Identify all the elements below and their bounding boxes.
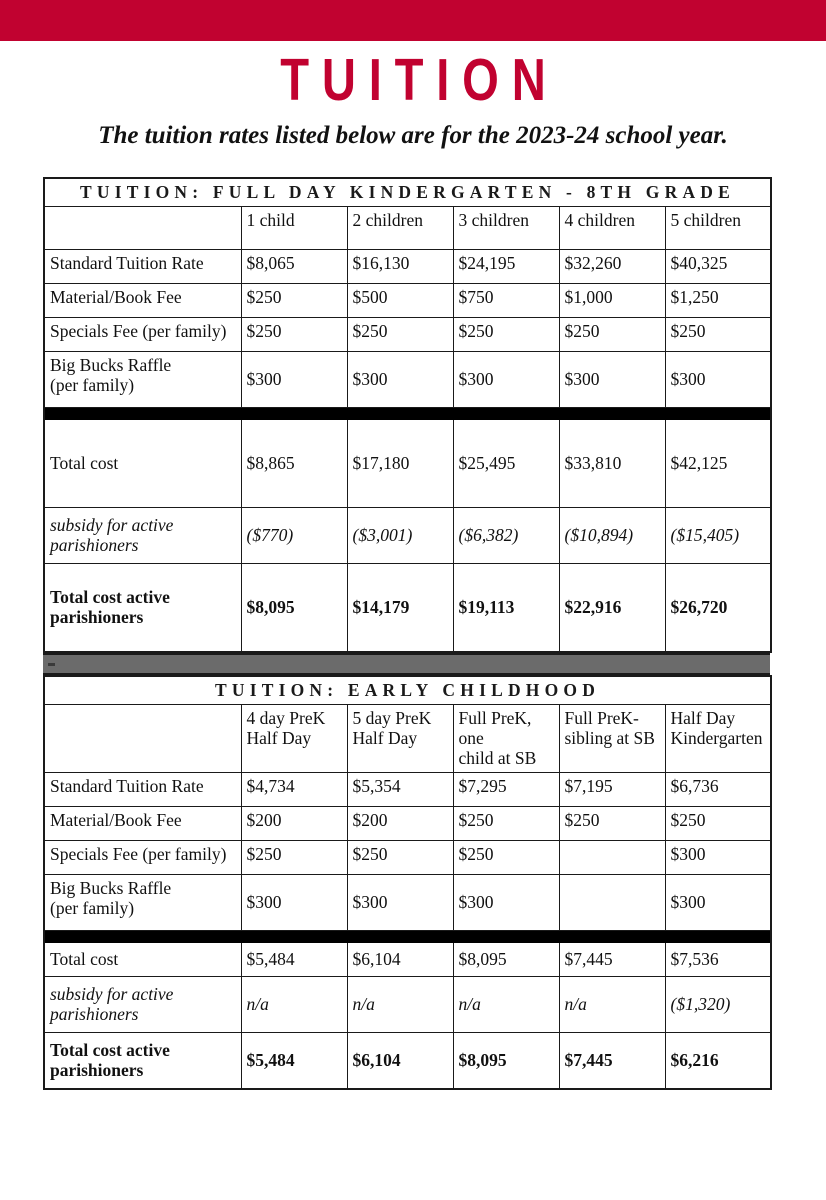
table-row <box>44 977 771 1033</box>
cell-value: $300 <box>241 352 347 408</box>
column-header-5-children: 5 children <box>665 207 771 250</box>
row-label-line2: (per family) <box>50 898 135 918</box>
cell-value: $500 <box>347 284 453 318</box>
cell-value-empty <box>559 841 665 875</box>
column-header-2-children: 2 children <box>347 207 453 250</box>
column-header-line1: 5 day PreK <box>352 708 432 728</box>
column-header-full-prek-sibling-at-sb <box>559 705 665 773</box>
cell-value: n/a <box>453 977 559 1033</box>
corner-cell <box>44 705 241 773</box>
cell-value: $300 <box>665 352 771 408</box>
cell-value: $300 <box>665 875 771 931</box>
cell-value: $19,113 <box>453 564 559 653</box>
cell-value: $250 <box>241 284 347 318</box>
cell-value: $25,495 <box>453 420 559 508</box>
table-row <box>44 352 771 408</box>
cell-value: ($770) <box>241 508 347 564</box>
column-header-line2: Kindergarten <box>670 728 763 748</box>
page-subtitle: The tuition rates listed below are for the 2023-24 school year. <box>98 120 728 149</box>
row-label-total-cost-active-parishioners <box>44 1033 241 1090</box>
cell-value: $250 <box>559 318 665 352</box>
page-title: TUITION <box>280 47 559 113</box>
cell-value: $6,104 <box>347 1033 453 1090</box>
table-row <box>44 773 771 807</box>
cell-value: $300 <box>453 352 559 408</box>
table-section-header-row <box>44 676 771 705</box>
cell-value: ($6,382) <box>453 508 559 564</box>
row-label-standard-tuition-rate: Standard Tuition Rate <box>44 250 241 284</box>
cell-value: n/a <box>241 977 347 1033</box>
cell-value: $7,295 <box>453 773 559 807</box>
cell-value: $7,195 <box>559 773 665 807</box>
cell-value: $17,180 <box>347 420 453 508</box>
row-label-line1: Total cost active <box>50 587 170 607</box>
cell-value: $6,104 <box>347 943 453 977</box>
cell-value: n/a <box>559 977 665 1033</box>
cell-value: ($15,405) <box>665 508 771 564</box>
cell-value: $22,916 <box>559 564 665 653</box>
cell-value: $7,445 <box>559 943 665 977</box>
row-label-line2: parishioners <box>50 535 139 555</box>
tuition-table-early-childhood <box>43 675 772 1090</box>
column-header-line1: Full PreK- <box>564 708 639 728</box>
row-label-total-cost: Total cost <box>44 420 241 508</box>
cell-value: $8,095 <box>453 943 559 977</box>
cell-value: $8,095 <box>241 564 347 653</box>
cell-value: ($10,894) <box>559 508 665 564</box>
cell-value: $26,720 <box>665 564 771 653</box>
column-header-line2: child at SB <box>458 748 537 768</box>
cell-value: $16,130 <box>347 250 453 284</box>
row-label-specials-fee: Specials Fee (per family) <box>44 318 241 352</box>
row-label-total-cost-active-parishioners <box>44 564 241 653</box>
section-title-early-childhood: TUITION: EARLY CHILDHOOD <box>44 676 771 705</box>
cell-value: $300 <box>241 875 347 931</box>
column-header-1-child: 1 child <box>241 207 347 250</box>
table-row <box>44 875 771 931</box>
table-row <box>44 807 771 841</box>
row-label-line1: Big Bucks Raffle <box>50 355 172 375</box>
tuition-sheet <box>43 177 770 1090</box>
table-row <box>44 1033 771 1090</box>
cell-value: $750 <box>453 284 559 318</box>
column-header-line1: 4 day PreK <box>246 708 326 728</box>
row-label-line2: parishioners <box>50 1004 139 1024</box>
cell-value: $40,325 <box>665 250 771 284</box>
cell-value: $4,734 <box>241 773 347 807</box>
row-label-standard-tuition-rate: Standard Tuition Rate <box>44 773 241 807</box>
cell-value: $250 <box>665 318 771 352</box>
row-label-line2: (per family) <box>50 375 135 395</box>
cell-value: $300 <box>665 841 771 875</box>
cell-value: $1,000 <box>559 284 665 318</box>
cell-value: $250 <box>559 807 665 841</box>
cell-value: n/a <box>347 977 453 1033</box>
column-header-line2: Half Day <box>352 728 418 748</box>
cell-value: $24,195 <box>453 250 559 284</box>
row-label-big-bucks-raffle <box>44 352 241 408</box>
row-label-subsidy-active-parishioners <box>44 977 241 1033</box>
column-header-line2: Half Day <box>246 728 312 748</box>
cell-value: $6,216 <box>665 1033 771 1090</box>
row-label-line1: subsidy for active <box>50 515 174 535</box>
column-header-4-day-prek-half-day <box>241 705 347 773</box>
cell-value: $8,865 <box>241 420 347 508</box>
cell-value: $250 <box>347 318 453 352</box>
cell-value: $250 <box>241 318 347 352</box>
black-divider <box>44 931 771 943</box>
cell-value: $300 <box>347 875 453 931</box>
row-label-line1: subsidy for active <box>50 984 174 1004</box>
cell-value: $42,125 <box>665 420 771 508</box>
cell-value: $7,536 <box>665 943 771 977</box>
section-title-full-day: TUITION: FULL DAY KINDERGARTEN - 8TH GRADE <box>44 178 771 207</box>
black-divider-row <box>44 931 771 943</box>
corner-cell <box>44 207 241 250</box>
row-label-big-bucks-raffle <box>44 875 241 931</box>
table-row <box>44 284 771 318</box>
cell-value: $200 <box>241 807 347 841</box>
table-column-header-row <box>44 207 771 250</box>
cell-value: $250 <box>665 807 771 841</box>
column-header-line2: sibling at SB <box>564 728 655 748</box>
row-label-line1: Total cost active <box>50 1040 170 1060</box>
column-header-half-day-kindergarten <box>665 705 771 773</box>
cell-value: $5,354 <box>347 773 453 807</box>
row-label-specials-fee: Specials Fee (per family) <box>44 841 241 875</box>
tuition-table-full-day <box>43 177 772 653</box>
row-label-line1: Big Bucks Raffle <box>50 878 172 898</box>
cell-value: $200 <box>347 807 453 841</box>
separator-tick-mark <box>48 663 55 666</box>
cell-value: $33,810 <box>559 420 665 508</box>
cell-value: $6,736 <box>665 773 771 807</box>
cell-value: $7,445 <box>559 1033 665 1090</box>
table-row <box>44 943 771 977</box>
cell-value: $5,484 <box>241 1033 347 1090</box>
cell-value: $250 <box>241 841 347 875</box>
cell-value: $300 <box>347 352 453 408</box>
row-label-material-book-fee: Material/Book Fee <box>44 807 241 841</box>
cell-value: $300 <box>559 352 665 408</box>
table-row <box>44 564 771 653</box>
column-header-3-children: 3 children <box>453 207 559 250</box>
cell-value: $250 <box>453 841 559 875</box>
grey-separator-band <box>43 653 770 675</box>
table-row <box>44 508 771 564</box>
column-header-5-day-prek-half-day <box>347 705 453 773</box>
table-row <box>44 250 771 284</box>
table-row <box>44 841 771 875</box>
cell-value: $32,260 <box>559 250 665 284</box>
cell-value: $250 <box>453 318 559 352</box>
cell-value: ($1,320) <box>665 977 771 1033</box>
row-label-subsidy-active-parishioners <box>44 508 241 564</box>
table-section-header-row <box>44 178 771 207</box>
cell-value: $8,095 <box>453 1033 559 1090</box>
cell-value: $250 <box>347 841 453 875</box>
title-block <box>0 41 826 150</box>
cell-value: $8,065 <box>241 250 347 284</box>
column-header-full-prek-one-child-at-sb <box>453 705 559 773</box>
cell-value: $300 <box>453 875 559 931</box>
column-header-line1: Half Day <box>670 708 736 728</box>
row-label-material-book-fee: Material/Book Fee <box>44 284 241 318</box>
row-label-total-cost: Total cost <box>44 943 241 977</box>
cell-value: $5,484 <box>241 943 347 977</box>
cell-value: $14,179 <box>347 564 453 653</box>
column-header-4-children: 4 children <box>559 207 665 250</box>
column-header-line1: Full PreK, one <box>458 708 532 748</box>
cell-value: ($3,001) <box>347 508 453 564</box>
table-row <box>44 318 771 352</box>
black-divider-row <box>44 408 771 420</box>
table-column-header-row <box>44 705 771 773</box>
top-red-banner <box>0 0 826 41</box>
black-divider <box>44 408 771 420</box>
cell-value-empty <box>559 875 665 931</box>
row-label-line2: parishioners <box>50 607 144 627</box>
table-row <box>44 420 771 508</box>
row-label-line2: parishioners <box>50 1060 144 1080</box>
cell-value: $1,250 <box>665 284 771 318</box>
cell-value: $250 <box>453 807 559 841</box>
